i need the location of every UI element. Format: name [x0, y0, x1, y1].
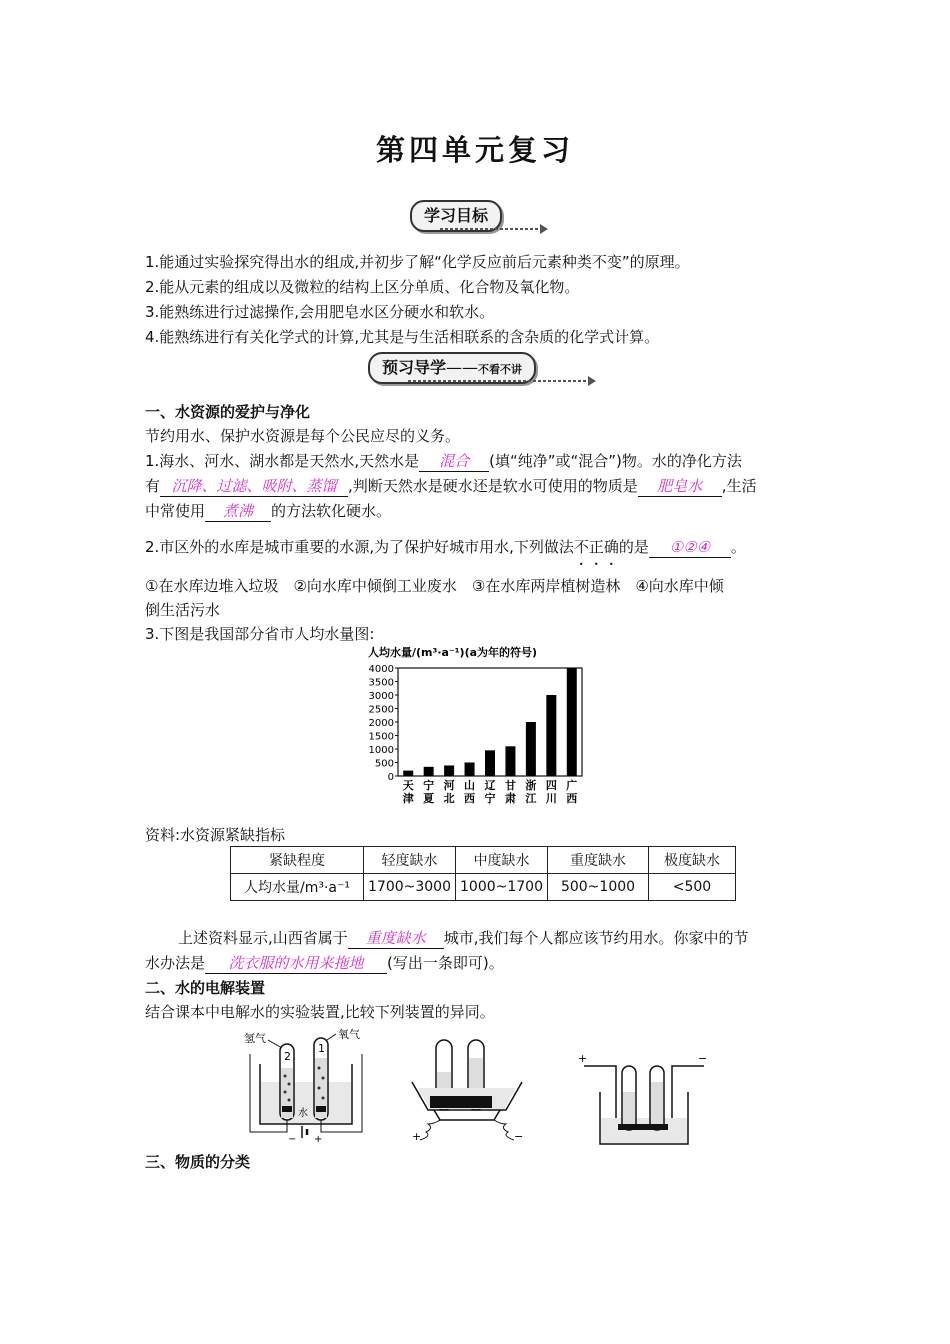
- badge-sub: 不看不讲: [478, 363, 523, 376]
- text: ,判断天然水是硬水还是软水可使用的物质是: [348, 477, 638, 495]
- question-2-options-2: 倒生活污水: [145, 601, 221, 619]
- label-minus: −: [514, 1130, 524, 1143]
- table-cell: 1000~1700: [456, 874, 548, 901]
- x-tick-label: 宁: [484, 792, 496, 805]
- badge-arrow-icon: [410, 224, 550, 234]
- objective-1: 1.能通过实验探究得出水的组成,并初步了解“化学反应前后元素种类不变”的原理。: [145, 253, 690, 271]
- bar: [424, 767, 434, 776]
- table-cell: 1700~3000: [364, 874, 456, 901]
- section-1-intro: 节约用水、保护水资源是每个公民应尽的义务。: [145, 427, 461, 445]
- bar: [485, 750, 495, 776]
- electrolysis-apparatus-2: [408, 1030, 526, 1146]
- chart-bars: [403, 668, 577, 776]
- bar: [444, 765, 454, 776]
- answer-blank: 沉降、过滤、吸附、蒸馏: [160, 476, 348, 497]
- badge-arrow-icon: [368, 376, 598, 386]
- section-heading-2: 二、水的电解装置: [145, 979, 266, 997]
- table-cell: 500~1000: [548, 874, 649, 901]
- label-plus: +: [412, 1130, 422, 1143]
- section-2-intro: 结合课本中电解水的实验装置,比较下列装置的异同。: [145, 1003, 495, 1021]
- conclusion-line-1: [178, 926, 810, 951]
- objective-3: 3.能熟练进行过滤操作,会用肥皂水区分硬水和软水。: [145, 303, 495, 321]
- x-tick-label: 西: [464, 792, 476, 805]
- answer-blank: 混合: [419, 451, 489, 472]
- label-tube-1: 1: [318, 1042, 325, 1055]
- table-header: 轻度缺水: [364, 847, 456, 874]
- conclusion-line-2: [145, 951, 810, 976]
- chart-labels: [369, 664, 578, 805]
- x-tick-label: 四: [545, 779, 557, 792]
- table-header: 中度缺水: [456, 847, 548, 874]
- page-title: 第四单元复习: [375, 133, 574, 167]
- y-tick-label: 2500: [368, 704, 394, 716]
- water-per-capita-chart: [360, 642, 600, 810]
- answer-blank: 煮沸: [205, 501, 271, 522]
- table-cell: 人均水量/m³·a⁻¹: [231, 874, 364, 901]
- x-tick-label: 北: [443, 792, 455, 805]
- text: 城市,我们每个人都应该节约用水。你家中的节: [443, 929, 749, 947]
- table-header-row: [231, 847, 736, 874]
- emphasis-char: 确: [603, 538, 619, 556]
- y-tick-label: 4000: [368, 664, 394, 675]
- objective-4: 4.能熟练进行有关化学式的计算,尤其是与生活相联系的含杂质的化学式计算。: [145, 328, 660, 346]
- emphasis-char: 正: [588, 538, 604, 556]
- question-2-options-1: ①在水库边堆入垃圾 ②向水库中倾倒工业废水 ③在水库两岸植树造林 ④向水库中倾: [145, 577, 724, 595]
- badge-dash: ——: [446, 358, 479, 377]
- section-heading-1: 一、水资源的爱护与净化: [145, 403, 311, 421]
- text: 的方法软化硬水。: [271, 502, 392, 520]
- table-row: [231, 874, 736, 901]
- x-tick-label: 宁: [423, 779, 435, 792]
- answer-blank: ①②④: [649, 537, 731, 558]
- bar: [526, 722, 536, 776]
- electrolysis-apparatus-1: [240, 1024, 370, 1146]
- section-heading-3: 三、物质的分类: [145, 1153, 251, 1171]
- question-3-text: 3.下图是我国部分省市人均水量图:: [145, 625, 375, 643]
- section-badge-preview: [368, 352, 598, 382]
- objective-2: 2.能从元素的组成以及微粒的结构上区分单质、化合物及氧化物。: [145, 278, 580, 296]
- y-tick-label: 500: [374, 758, 394, 770]
- text: ,生活: [721, 477, 757, 495]
- table-cell: <500: [649, 874, 736, 901]
- x-tick-label: 津: [402, 792, 414, 805]
- label-minus: −: [288, 1134, 297, 1145]
- table-header: 极度缺水: [649, 847, 736, 874]
- section-badge-objectives: [410, 200, 550, 230]
- emphasis-char: 不: [573, 538, 589, 556]
- text: 中常使用: [145, 502, 206, 520]
- label-plus: +: [314, 1134, 323, 1145]
- text: 的是: [618, 538, 649, 556]
- text: (填“纯净”或“混合”)物。水的净化方法: [489, 452, 742, 470]
- x-tick-label: 山: [464, 779, 476, 792]
- electrolysis-apparatus-3: [578, 1052, 710, 1148]
- label-tube-2: 2: [284, 1050, 291, 1063]
- text: 。: [730, 538, 746, 556]
- x-tick-label: 浙: [525, 779, 537, 792]
- x-tick-label: 广: [566, 779, 578, 792]
- x-tick-label: 河: [443, 779, 455, 792]
- table-header: 紧缺程度: [231, 847, 364, 874]
- label-water: 水: [298, 1108, 308, 1119]
- x-tick-label: 江: [525, 792, 537, 805]
- x-tick-label: 甘: [504, 779, 516, 792]
- x-tick-label: 辽: [484, 779, 496, 792]
- text: 上述资料显示,山西省属于: [178, 929, 348, 947]
- y-tick-label: 0: [387, 772, 394, 783]
- text: 1.海水、河水、湖水都是天然水,天然水是: [145, 452, 420, 470]
- resource-label: 资料:水资源紧缺指标: [145, 826, 286, 844]
- text: 水办法是: [145, 954, 206, 972]
- x-tick-label: 天: [402, 779, 414, 792]
- y-tick-label: 2000: [368, 718, 394, 729]
- x-tick-label: 西: [566, 792, 578, 805]
- text: (写出一条即可)。: [387, 954, 504, 972]
- y-tick-label: 3000: [368, 691, 394, 702]
- question-1-line-3: [145, 499, 810, 524]
- question-1-line-1: [145, 449, 810, 474]
- x-tick-label: 川: [545, 792, 557, 805]
- bar: [567, 668, 577, 776]
- x-tick-label: 肃: [504, 792, 516, 805]
- label-hydrogen: 氢气: [244, 1032, 266, 1045]
- label-minus: −: [698, 1052, 708, 1065]
- bar: [465, 763, 475, 777]
- water-scarcity-table: [230, 846, 736, 901]
- y-tick-label: 1500: [368, 731, 394, 743]
- text: 有: [145, 477, 161, 495]
- text: 2.市区外的水库是城市重要的水源,为了保护好城市用水,下列做法: [145, 538, 574, 556]
- badge-label: 学习目标: [410, 200, 502, 232]
- question-2-line-1: [145, 535, 810, 560]
- bar: [403, 771, 413, 776]
- bar: [505, 746, 515, 776]
- label-plus: +: [578, 1052, 588, 1065]
- answer-blank: 洗衣服的水用来拖地: [205, 953, 387, 974]
- y-tick-label: 3500: [368, 677, 394, 689]
- x-tick-label: 夏: [423, 792, 435, 805]
- badge-main: 预习导学: [382, 358, 447, 377]
- label-oxygen: 氧气: [338, 1028, 360, 1041]
- question-1-line-2: [145, 474, 810, 499]
- chart-title: 人均水量/(m³·a⁻¹)(a为年的符号): [368, 646, 538, 659]
- y-tick-label: 1000: [368, 745, 394, 756]
- table-header: 重度缺水: [548, 847, 649, 874]
- answer-blank: 重度缺水: [348, 928, 444, 949]
- answer-blank: 肥皂水: [638, 476, 722, 497]
- bar: [546, 695, 556, 776]
